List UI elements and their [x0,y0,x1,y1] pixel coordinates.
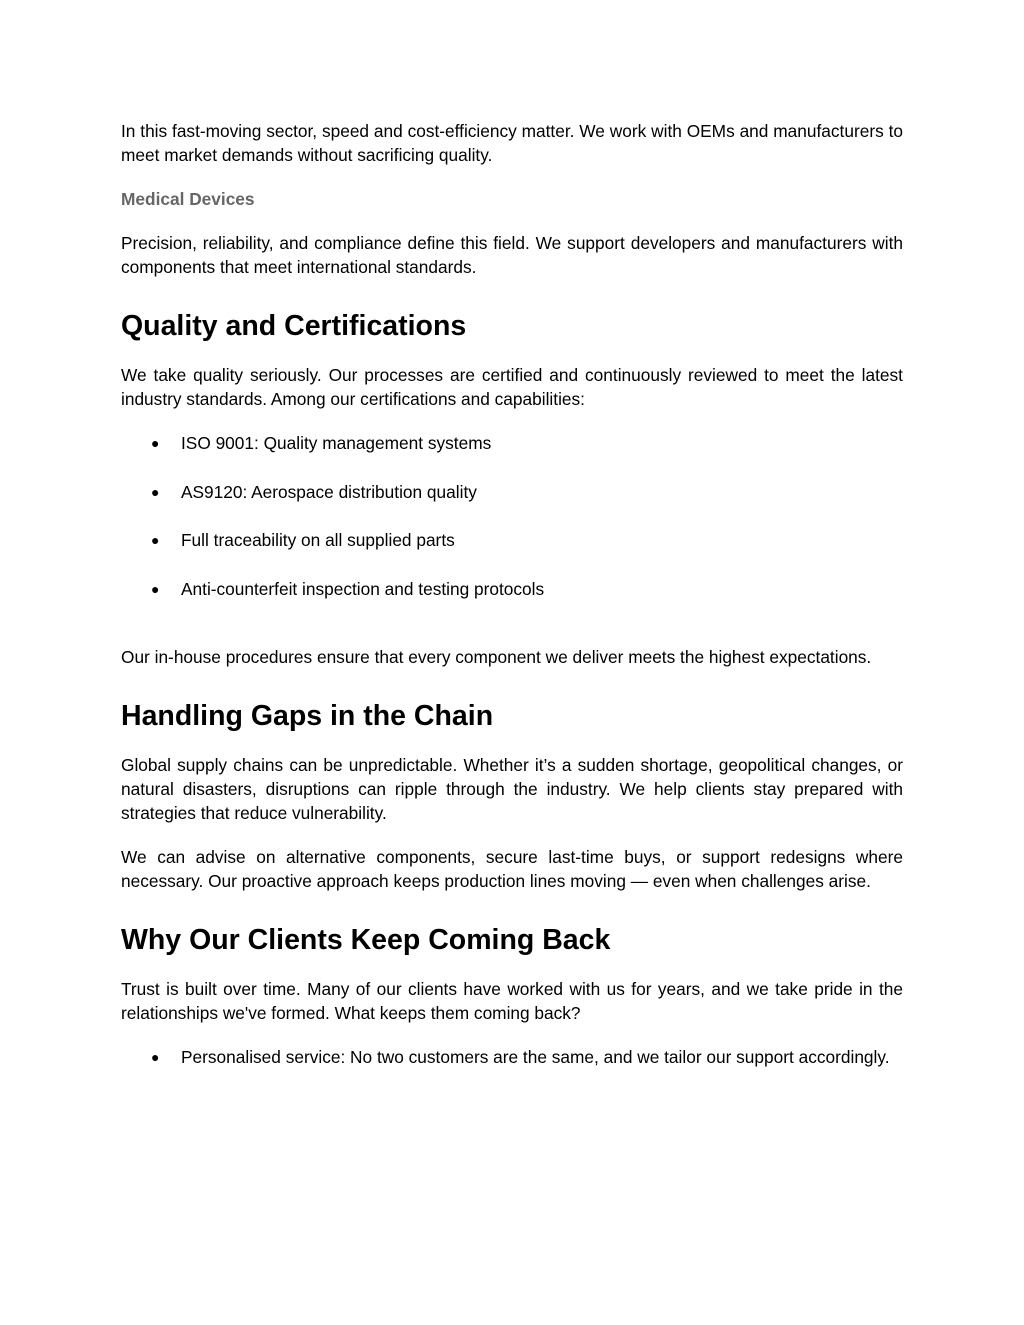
list-item [121,577,903,601]
list-item [121,1045,903,1069]
list-spacer [121,625,903,645]
list-item-text: Full traceability on all supplied parts [181,530,455,550]
medical-devices-paragraph: Precision, reliability, and compliance define this field. We support developers and manufacturers with components that meet international standards. [121,233,903,277]
medical-devices-heading: Medical Devices [121,189,255,209]
list-item-text: ISO 9001: Quality management systems [181,433,492,453]
gaps-paragraph-2: We can advise on alternative components, secure last-time buys, or support redesigns where necessary. Our proactive approach keeps production lines moving — even when challenges arise. [121,847,903,891]
list-item [121,431,903,455]
certifications-list [121,431,903,601]
intro-paragraph: In this fast-moving sector, speed and cost-efficiency matter. We work with OEMs and manufacturers to meet market demands without sacrificing quality. [121,121,903,165]
list-item [121,480,903,504]
clients-heading: Why Our Clients Keep Coming Back [121,924,611,956]
document-content [121,119,903,1094]
quality-intro-paragraph: We take quality seriously. Our processes are certified and continuously reviewed to meet the latest industry standards. Among our certifications and capabilities: [121,365,903,409]
list-item-text: Anti-counterfeit inspection and testing protocols [181,578,545,599]
list-item [121,528,903,552]
bullet-icon: ● [151,1049,160,1065]
bullet-icon: ● [151,435,160,451]
quality-closing-paragraph: Our in-house procedures ensure that every component we deliver meets the highest expectations. [121,647,872,667]
bullet-icon: ● [151,532,160,548]
client-reasons-list [121,1045,903,1069]
gaps-paragraph-1: Global supply chains can be unpredictable. Whether it’s a sudden shortage, geopolitical changes, or natural disasters, disruptions can ripple through the industry. We help clients stay prepared with strategies that reduce vulnerability. [121,755,903,823]
list-item-text: Personalised service: No two customers are the same, and we tailor our support accordingly. [181,1047,890,1067]
gaps-heading: Handling Gaps in the Chain [121,700,494,732]
quality-heading: Quality and Certifications [121,310,467,342]
bullet-icon: ● [151,483,160,500]
bullet-icon: ● [151,580,160,597]
list-item-text: AS9120: Aerospace distribution quality [181,481,477,502]
clients-paragraph: Trust is built over time. Many of our clients have worked with us for years, and we take pride in the relationships we've formed. What keeps them coming back? [121,979,903,1023]
